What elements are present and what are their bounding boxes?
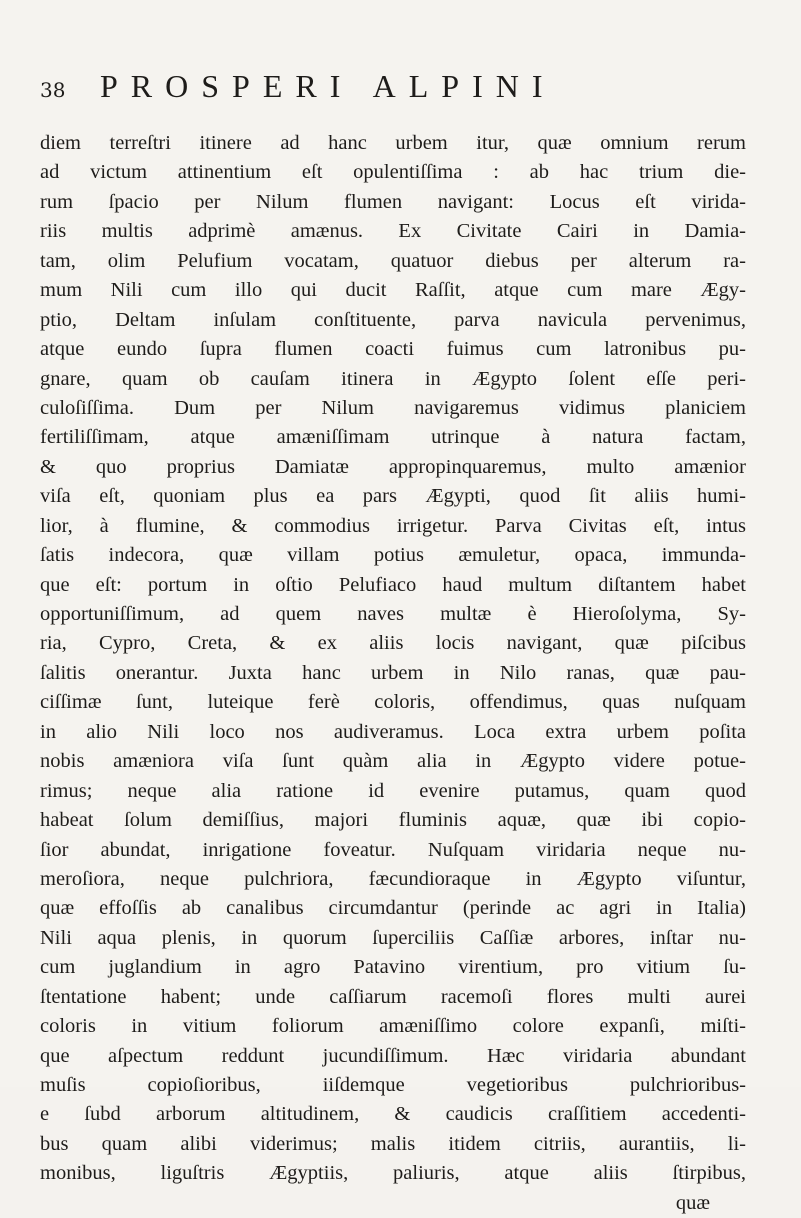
text-line: coloris in vitium foliorum amæniſſimo colore expanſi, miſti- — [40, 1015, 746, 1038]
text-line: quæ — [675, 1191, 710, 1214]
text-line: que aſpectum reddunt jucundiſſimum. Hæc viridaria abundant — [40, 1044, 746, 1067]
page-number: 38 — [40, 78, 66, 102]
text-line: bus quam alibi viderimus; malis itidem citriis, aurantiis, li- — [40, 1132, 746, 1155]
page-header — [40, 68, 760, 108]
running-head: PROSPERI ALPINI — [100, 68, 556, 104]
text-line: riis multis adprimè amænus. Ex Civitate Cairi in Damia- — [40, 220, 746, 243]
text-line: tam, olim Pelufium vocatam, quatuor diebus per alterum ra- — [40, 249, 746, 272]
text-line: ptio, Deltam inſulam conſtituente, parva navicula pervenimus, — [40, 308, 746, 331]
text-line: gnare, quam ob cauſam itinera in Ægypto ſolent eſſe peri- — [40, 367, 746, 390]
text-line: ſatis indecora, quæ villam potius æmuletur, opaca, immunda- — [40, 544, 746, 567]
text-line: diem terreſtri itinere ad hanc urbem itur, quæ omnium rerum — [40, 132, 746, 154]
text-line: muſis copioſioribus, iiſdemque vegetioribus pulchrioribus- — [40, 1074, 746, 1096]
text-line: habeat ſolum demiſſius, majori fluminis aquæ, quæ ibi copio- — [40, 809, 746, 832]
text-line: atque eundo ſupra flumen coacti fuimus cum latronibus pu- — [40, 338, 746, 361]
text-line: ſior abundat, inrigatione foveatur. Nuſquam viridaria neque nu- — [40, 838, 746, 861]
text-line: ſalitis onerantur. Juxta hanc urbem in Nilo ranas, quæ pau- — [40, 661, 746, 684]
text-line: que eſt: portum in oſtio Pelufiaco haud multum diſtantem habet — [40, 573, 746, 596]
text-line: cum juglandium in agro Patavino virentium, pro vitium ſu- — [40, 956, 746, 979]
text-line: ad victum attinentium eſt opulentiſſima : ab hac trium die- — [40, 161, 746, 184]
text-line: nobis amæniora viſa ſunt quàm alia in Ægypto videre potue- — [40, 750, 746, 773]
text-line: in alio Nili loco nos audiveramus. Loca extra urbem poſita — [40, 720, 746, 743]
text-line: culoſiſſima. Dum per Nilum navigaremus vidimus planiciem — [40, 396, 746, 419]
text-line: opportuniſſimum, ad quem naves multæ è Hieroſolyma, Sy- — [40, 603, 746, 625]
text-line: meroſiora, neque pulchriora, fæcundioraque in Ægypto viſuntur, — [40, 867, 746, 890]
text-line: fertiliſſimam, atque amæniſſimam utrinque à natura factam, — [40, 426, 746, 449]
text-line: & quo proprius Damiatæ appropinquaremus, multo amænior — [40, 455, 746, 478]
text-line: mum Nili cum illo qui ducit Raſſit, atque cum mare Ægy- — [40, 279, 746, 302]
text-line: ſtentatione habent; unde caſſiarum racemoſi flores multi aurei — [40, 985, 746, 1008]
text-line: ciſſimæ ſunt, luteique ferè coloris, offendimus, quas nuſquam — [40, 691, 746, 714]
text-line: e ſubd arborum altitudinem, & caudicis craſſitiem accedenti- — [40, 1103, 746, 1126]
text-line: Nili aqua plenis, in quorum ſuperciliis Caſſiæ arbores, inſtar nu- — [40, 926, 746, 949]
text-line: quæ effoſſis ab canalibus circumdantur (perinde ac agri in Italia) — [40, 897, 746, 920]
text-line: rimus; neque alia ratione id evenire putamus, quam quod — [40, 779, 746, 802]
text-line: monibus, liguſtris Ægyptiis, paliuris, atque aliis ſtirpibus, — [40, 1162, 746, 1185]
text-line: viſa eſt, quoniam plus ea pars Ægypti, quod ſit aliis humi- — [40, 485, 746, 508]
body-text — [40, 129, 746, 1218]
text-line: lior, à flumine, & commodius irrigetur. Parva Civitas eſt, intus — [40, 514, 746, 537]
text-line: rum ſpacio per Nilum flumen navigant: Locus eſt virida- — [40, 190, 746, 213]
text-line: ria, Cypro, Creta, & ex aliis locis navigant, quæ piſcibus — [40, 632, 746, 655]
